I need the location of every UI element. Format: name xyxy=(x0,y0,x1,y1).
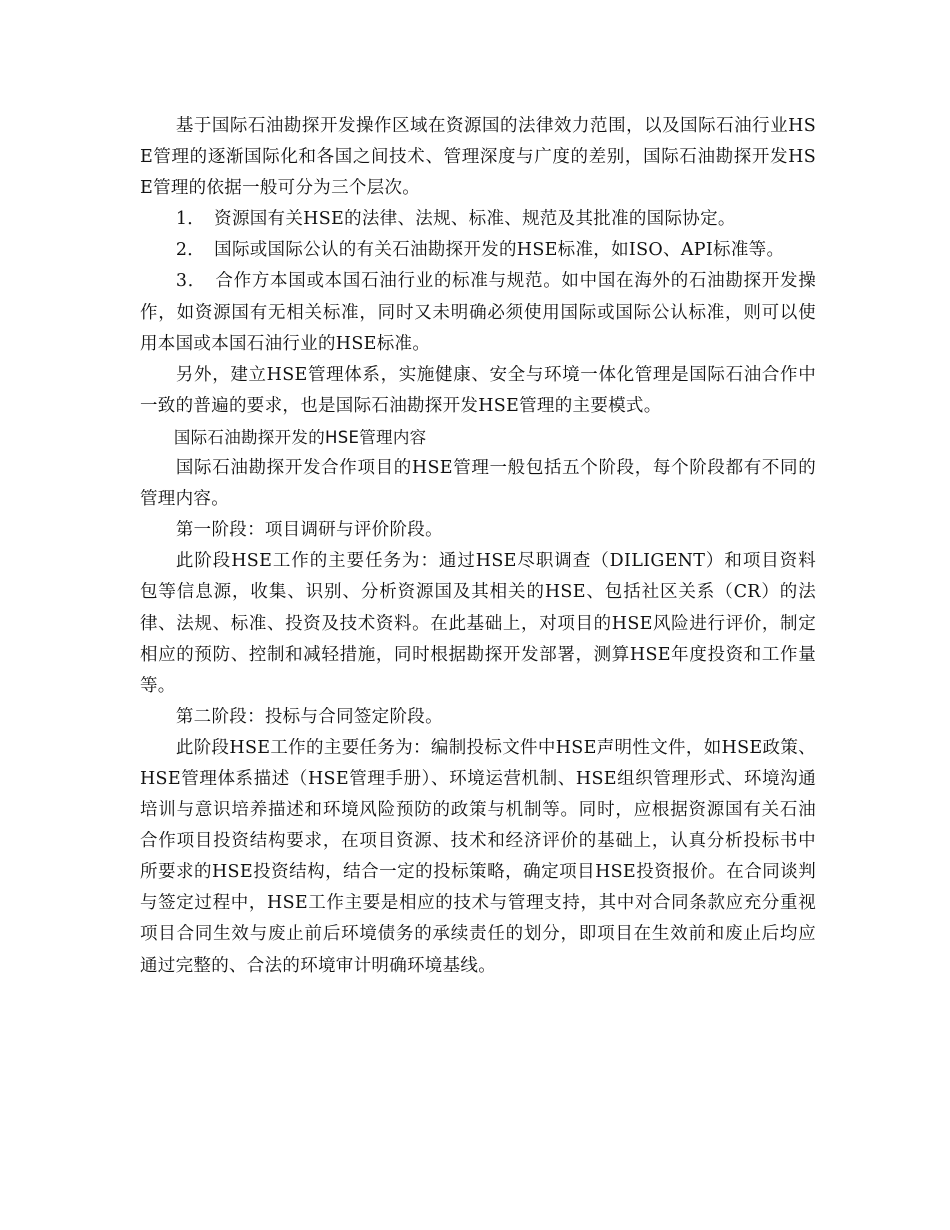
stage-2-description: 此阶段HSE工作的主要任务为：编制投标文件中HSE声明性文件，如HSE政策、HSE管理体系描述（HSE管理手册）、环境运营机制、HSE组织管理形式、环境沟通培训与意识培养描述和环境风险预防的政策与机制等。同时，应根据资源国有关石油合作项目投资结构要求，在项目资源、技术和经济评价的基础上，认真分析投标书中所要求的HSE投资结构，结合一定的投标策略，确定项目HSE投资报价。在合同谈判与签定过程中，HSE工作主要是相应的技术与管理支持，其中对合同条款应充分重视项目合同生效与废止前后环境债务的承续责任的划分，即项目在生效前和废止后均应通过完整的、合法的环境审计明确环境基线。 xyxy=(140,737,816,976)
list-item-3: 3． 合作方本国或本国石油行业的标准与规范。如中国在海外的石油勘探开发操作，如资源国有无相关标准，同时又未明确必须使用国际或国际公认标准，则可以使用本国或本国石油行业的HSE标准。 xyxy=(140,271,816,354)
document-body xyxy=(140,111,816,982)
paragraph-hse-system: 另外，建立HSE管理体系，实施健康、安全与环境一体化管理是国际石油合作中一致的普遍的要求，也是国际石油勘探开发HSE管理的主要模式。 xyxy=(140,364,816,416)
paragraph-intro: 基于国际石油勘探开发操作区域在资源国的法律效力范围，以及国际石油行业HSE管理的逐渐国际化和各国之间技术、管理深度与广度的差别，国际石油勘探开发HSE管理的依据一般可分为三个层次。 xyxy=(140,116,816,199)
paragraph-five-stages: 国际石油勘探开发合作项目的HSE管理一般包括五个阶段，每个阶段都有不同的管理内容。 xyxy=(140,458,816,510)
stage-1-heading: 第一阶段：项目调研与评价阶段。 xyxy=(175,520,443,541)
list-item-1: 1． 资源国有关HSE的法律、法规、标准、规范及其批准的国际协定。 xyxy=(175,209,736,230)
section-heading: 国际石油勘探开发的HSE管理内容 xyxy=(173,427,427,447)
list-item-2: 2． 国际或国际公认的有关石油勘探开发的HSE标准，如ISO、API标准等。 xyxy=(175,240,785,261)
stage-2-heading: 第二阶段：投标与合同签定阶段。 xyxy=(175,706,443,727)
stage-1-description: 此阶段HSE工作的主要任务为：通过HSE尽职调查（DILIGENT）和项目资料包等信息源，收集、识别、分析资源国及其相关的HSE、包括社区关系（CR）的法律、法规、标准、投资及技术资料。在此基础上，对项目的HSE风险进行评价，制定相应的预防、控制和减轻措施，同时根据勘探开发部署，测算HSE年度投资和工作量等。 xyxy=(140,551,816,696)
